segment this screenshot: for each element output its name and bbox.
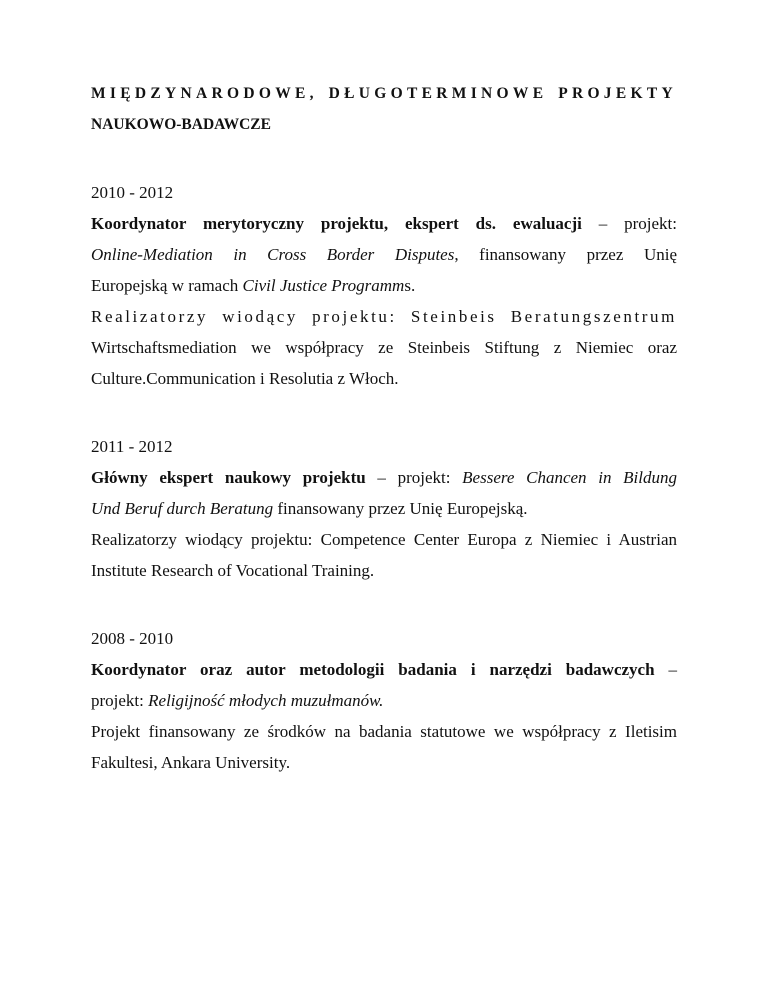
project-title: Religijność młodych muzułmanów. [148,691,384,710]
project-entry [91,178,677,394]
project-entry [91,432,677,586]
text-word: Steinbeis [410,307,497,326]
text-word: wiodący [222,307,298,326]
heading-word: DŁUGOTERMINOWE [328,85,548,102]
funding-line-2: Fakultesi, Ankara University. [91,753,291,772]
project-title-line [91,685,677,716]
realizers-line-1: Realizatorzy wiodący projektu: Competence Center Europa z Niemiec i Austrian [91,530,677,549]
heading-line-1 [91,78,677,109]
document-page [91,78,677,778]
project-role-line [91,462,677,493]
heading-word: PROJEKTY [558,85,677,102]
text-fragment: – projekt: [365,468,463,487]
realizers-line-3: Culture.Communication i Resolutia z Włoch. [91,369,399,388]
text-fragment: , finansowany przez Unię [454,245,677,264]
program-name: Civil Justice Programm [242,276,405,295]
section-heading [91,78,677,140]
heading-line-2: NAUKOWO-BADAWCZE [91,116,271,133]
text-word: Realizatorzy [91,307,209,326]
project-role-line [91,208,677,239]
project-title-line [91,493,677,524]
project-title: Bessere Chancen in Bildung [462,468,677,487]
realizers-line-2: Institute Research of Vocational Training. [91,561,375,580]
text-word: projektu: [312,307,397,326]
text-fragment: – projekt: [581,214,677,233]
project-role-line [91,654,677,685]
text-word: Beratungszentrum [510,307,677,326]
project-entry [91,624,677,778]
heading-word: MIĘDZYNARODOWE, [91,85,318,102]
project-period: 2011 - 2012 [91,437,173,456]
project-title: Und Beruf durch Beratung [91,499,274,518]
project-role: Główny ekspert naukowy projektu [91,468,366,487]
text-fragment: – [654,660,677,679]
project-period: 2008 - 2010 [91,629,174,648]
project-program-line [91,270,677,301]
text-fragment: s. [404,276,416,295]
funding-line-1: Projekt finansowany ze środków na badania statutowe we współpracy z Iletisim [91,722,677,741]
text-fragment: Europejską w ramach [91,276,243,295]
text-fragment: finansowany przez Unię Europejską. [273,499,528,518]
project-title-line [91,239,677,270]
realizers-line-1 [91,301,677,332]
project-role: Koordynator oraz autor metodologii badania i narzędzi badawczych [91,660,655,679]
project-title: Online-Mediation in Cross Border Disputes [91,245,455,264]
text-fragment: projekt: [91,691,149,710]
project-period: 2010 - 2012 [91,183,174,202]
project-role: Koordynator merytoryczny projektu, ekspert ds. ewaluacji [91,214,582,233]
realizers-line-2: Wirtschaftsmediation we współpracy ze Steinbeis Stiftung z Niemiec oraz [91,338,677,357]
